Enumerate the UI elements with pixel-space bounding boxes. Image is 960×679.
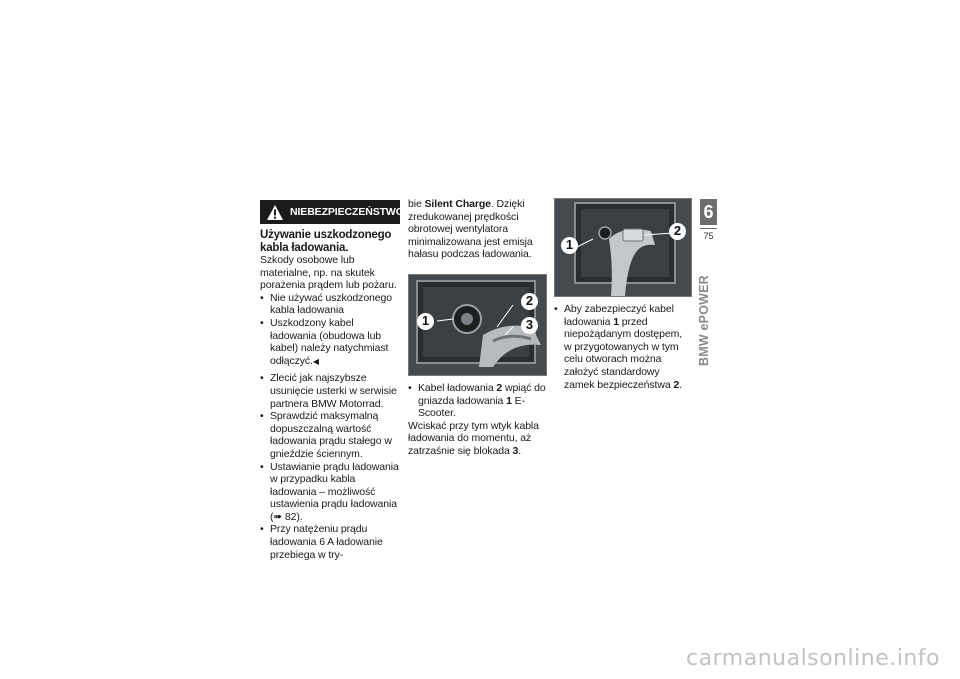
- instruction-list: [260, 372, 400, 561]
- photo-callout-2: 2: [669, 223, 686, 240]
- silent-charge-term: Silent Charge: [424, 198, 491, 210]
- chapter-number: 6: [700, 199, 717, 225]
- warning-heading: Używanie uszkodzonego kabla ładowania.: [260, 229, 392, 254]
- warning-label: NIEBEZPIECZEŃSTWO: [290, 205, 404, 218]
- photo-callout-3: 3: [521, 317, 538, 334]
- section-title: BMW ePOWER: [697, 275, 711, 366]
- page-reference[interactable]: 82).: [282, 510, 303, 523]
- page-number: 75: [703, 231, 714, 241]
- list-item: • Aby zabezpieczyć kabel ładowania 1 przed niepożądanym dostępem, w przygotowanych w tym celu otworach można założyć standardowy zamek bezpieczeństwa 2.: [554, 303, 692, 391]
- lock-instructions: [554, 303, 692, 391]
- watermark: carmanualsonline.info: [686, 646, 940, 671]
- tab-divider: [700, 228, 717, 229]
- photo-callout-1: 1: [561, 237, 578, 254]
- plug-in-instructions: [408, 382, 546, 420]
- end-of-warning-mark: ◀: [312, 356, 319, 366]
- charging-socket-photo: [408, 274, 547, 376]
- continued-paragraph: bie Silent Charge. Dzięki zredukowanej prędkości obrotowej wentylatora minimalizowana jest emisja hałasu podczas ładowania.: [408, 198, 533, 261]
- warning-triangle-icon: [266, 204, 284, 221]
- list-item: • Uszkodzony kabel ładowania (obudowa lub kabel) należy natychmiast odłączyć.◀: [260, 317, 400, 368]
- list-item: • Sprawdzić maksymalną dopuszczalną wartość ładowania prądu stałego w gnieździe ściennym.: [260, 410, 400, 460]
- column-1: [260, 200, 404, 561]
- warning-intro: Szkody osobowe lub materialne, np. na skutek porażenia prądem lub pożaru.: [260, 254, 397, 292]
- warning-list-a: [260, 292, 400, 369]
- list-item: • Nie używać uszkodzonego kabla ładowania: [260, 292, 400, 317]
- list-item: • Zlecić jak najszybsze usunięcie usterki w serwisie partnera BMW Motorrad.: [260, 372, 400, 410]
- list-item: • Przy natężeniu prądu ładowania 6 A ładowanie przebiega w try-: [260, 523, 400, 561]
- photo-callout-2: 2: [521, 293, 538, 310]
- cable-lock-photo: [554, 198, 692, 297]
- chapter-tab: [700, 199, 717, 241]
- column-3: [554, 198, 692, 391]
- photo-callout-1: 1: [417, 313, 434, 330]
- page-reference-arrow-icon[interactable]: ➠: [273, 510, 283, 523]
- column-2: [408, 198, 546, 458]
- list-item: • Ustawianie prądu ładowania w przypadku kabla ładowania – możliwość ustawienia prądu ładowania (➠ 82).: [260, 461, 400, 524]
- warning-banner: [260, 200, 404, 224]
- list-item: • Kabel ładowania 2 wpiąć do gniazda ładowania 1 E-Scooter.: [408, 382, 546, 420]
- plug-in-note: Wciskać przy tym wtyk kabla ładowania do momentu, aż zatrzaśnie się blokada 3.: [408, 419, 539, 457]
